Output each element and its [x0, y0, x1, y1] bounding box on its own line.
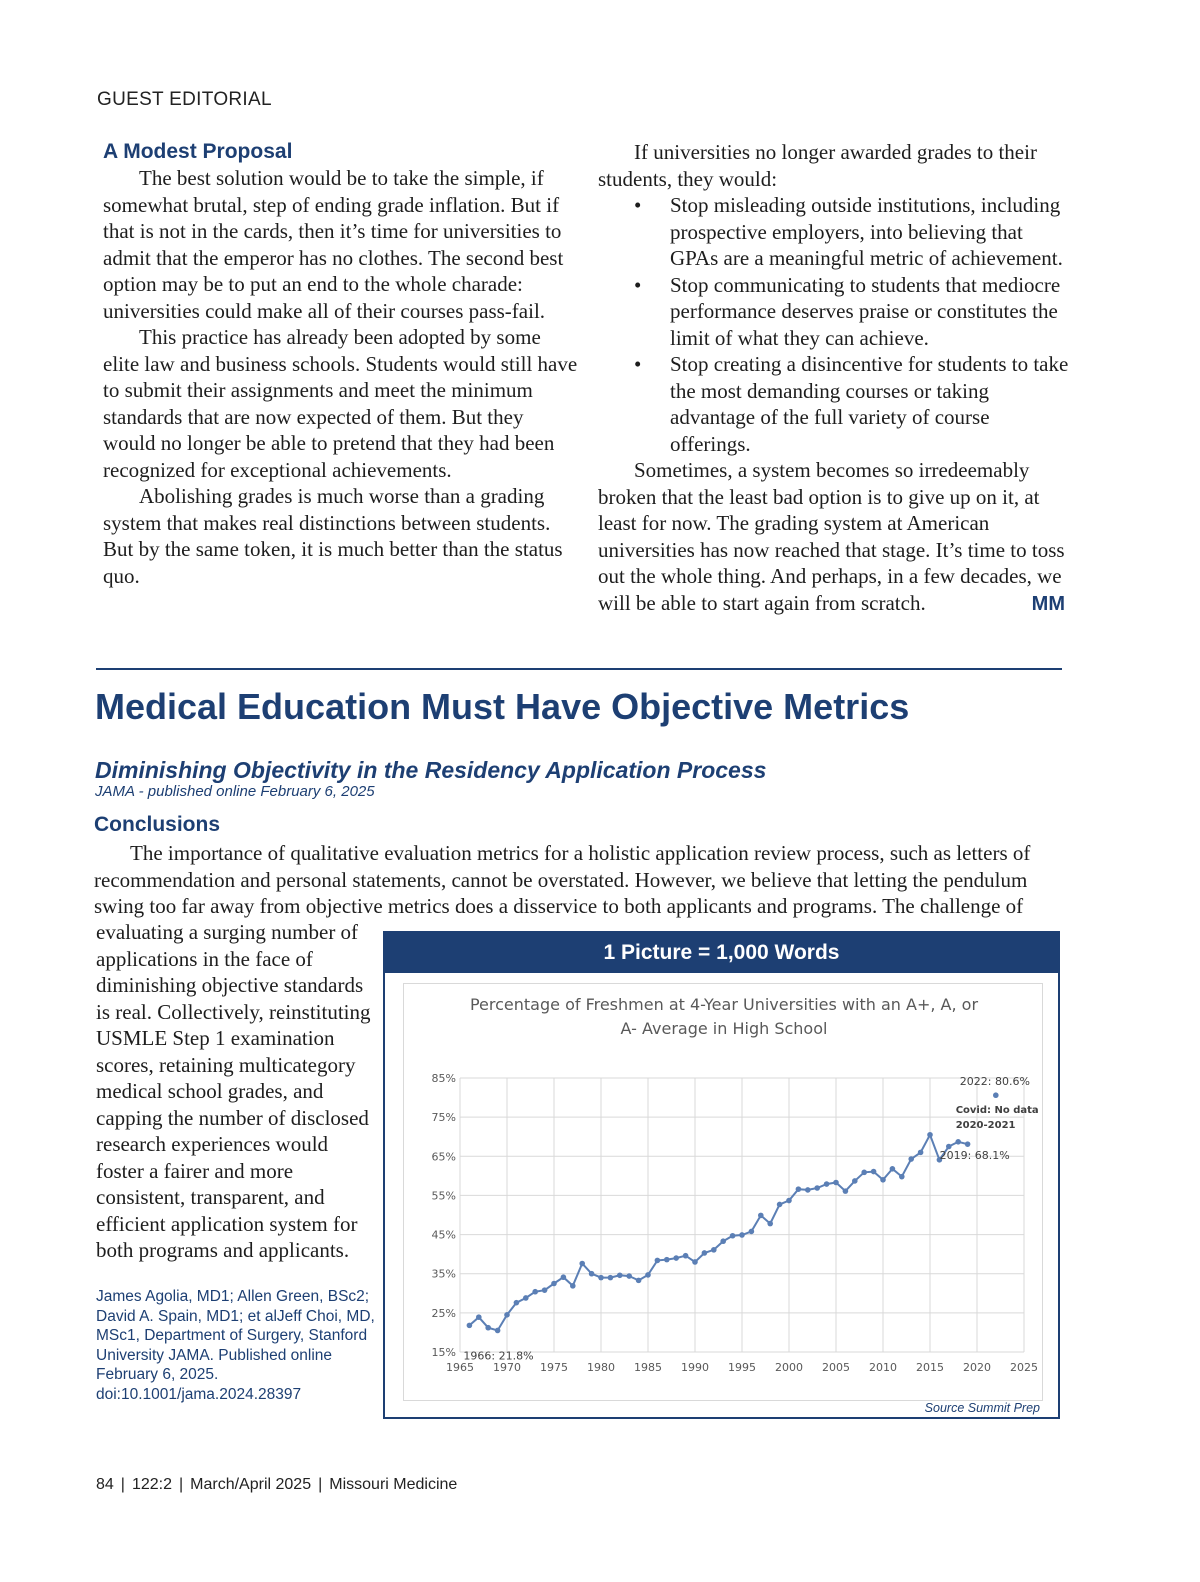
chart-grid — [460, 1078, 1024, 1352]
footer-separator: | — [179, 1476, 184, 1493]
x-tick-label: 1985 — [634, 1361, 662, 1374]
data-point — [852, 1178, 858, 1184]
issue-number: 122:2 — [131, 1476, 172, 1493]
annotation-label: 2019: 68.1% — [939, 1149, 1010, 1163]
list-item: • Stop creating a disincentive for students to take the most demanding courses or taking advantage of the full variety of course offerings. — [598, 351, 1073, 457]
article-subtitle: Diminishing Objectivity in the Residency Application Process — [95, 757, 767, 783]
data-point — [908, 1156, 914, 1162]
editorial-paragraph: This practice has already been adopted by some elite law and business schools. Students would still have to submit their assignments and meet the minimum standards that are now expected of them. But they would no longer be able to pretend that they had been recognized for exceptional achievements. — [103, 325, 578, 482]
data-point — [617, 1272, 623, 1278]
data-point — [504, 1312, 510, 1318]
annotation-label: 2020-2021 — [955, 1120, 1016, 1132]
section-label: GUEST EDITORIAL — [97, 89, 272, 110]
chart-points — [467, 1092, 999, 1333]
chart-title-line: Percentage of Freshmen at 4-Year Universities with an A+, A, or — [469, 995, 979, 1014]
x-tick-label: 2005 — [822, 1361, 850, 1374]
data-point — [880, 1177, 886, 1183]
x-tick-label: 1975 — [540, 1361, 568, 1374]
editorial-paragraph: The best solution would be to take the simple, if somewhat brutal, step of ending grade inflation. But if that is not in the cards, then it’s time for universities to admit that the emperor has no clothes. The second best option may be to put an end to the whole charade: universities could make all of their courses pass-fail. — [103, 166, 564, 323]
data-point — [467, 1323, 473, 1329]
editorial-right-column — [598, 139, 1073, 616]
annotation-label: Covid: No data — [955, 1105, 1039, 1117]
data-point — [636, 1278, 642, 1284]
chart-annotations — [463, 1075, 1038, 1362]
x-tick-label: 1965 — [446, 1361, 474, 1374]
chart-title-line: A- Average in High School — [620, 1019, 828, 1038]
section-divider — [96, 668, 1062, 670]
editorial-intro: If universities no longer awarded grades to their students, they would: — [598, 140, 1037, 191]
data-point — [918, 1150, 924, 1156]
list-item: • Stop communicating to students that mediocre performance deserves praise or constitutes the limit of what they can achieve. — [598, 272, 1073, 352]
data-point — [805, 1187, 811, 1193]
data-point — [551, 1281, 557, 1287]
data-point — [767, 1221, 773, 1227]
y-tick-label: 45% — [431, 1228, 456, 1242]
data-point — [645, 1272, 651, 1278]
x-tick-label: 2000 — [775, 1361, 803, 1374]
page-number: 84 — [96, 1476, 114, 1493]
data-point — [495, 1328, 501, 1334]
data-point — [899, 1174, 905, 1180]
data-point — [570, 1283, 576, 1289]
data-point — [993, 1092, 999, 1098]
x-tick-label: 2025 — [1010, 1361, 1038, 1374]
y-tick-label: 65% — [431, 1150, 456, 1164]
x-tick-label: 1970 — [493, 1361, 521, 1374]
annotation-label: 1966: 21.8% — [463, 1349, 534, 1363]
issue-date: March/April 2025 — [190, 1476, 312, 1493]
x-tick-label: 1995 — [728, 1361, 756, 1374]
data-point — [777, 1202, 783, 1208]
chart-frame — [403, 983, 1043, 1401]
data-point — [673, 1255, 679, 1261]
data-point — [833, 1180, 839, 1186]
data-point — [523, 1295, 529, 1301]
data-point — [692, 1259, 698, 1265]
data-point — [730, 1233, 736, 1239]
y-tick-label: 15% — [431, 1346, 456, 1359]
chart-banner: 1 Picture = 1,000 Words — [385, 933, 1058, 973]
footer-separator: | — [120, 1476, 125, 1493]
data-point — [532, 1289, 538, 1295]
chart-box — [383, 931, 1060, 1419]
data-point — [702, 1250, 708, 1256]
editorial-paragraph: Abolishing grades is much worse than a grading system that makes real distinctions between students. But by the same token, it is much better than the status quo. — [103, 484, 563, 588]
list-item: • Stop misleading outside institutions, including prospective employers, into believing that GPAs are a meaningful metric of achievement. — [598, 192, 1073, 272]
chart-title — [470, 995, 978, 1038]
x-tick-label: 1990 — [681, 1361, 709, 1374]
series-line — [469, 1135, 967, 1331]
data-point — [655, 1258, 661, 1264]
data-point — [579, 1261, 585, 1267]
data-point — [485, 1325, 491, 1331]
data-point — [514, 1300, 520, 1306]
y-tick-label: 55% — [431, 1189, 456, 1203]
editorial-left-column — [103, 139, 581, 589]
data-point — [965, 1141, 971, 1147]
data-point — [476, 1314, 482, 1320]
data-point — [955, 1139, 961, 1145]
data-point — [608, 1275, 614, 1281]
data-point — [589, 1271, 595, 1277]
page-footer — [96, 1476, 457, 1494]
data-point — [749, 1229, 755, 1235]
conclusions-paragraph: The importance of qualitative evaluation metrics for a holistic application review process, such as letters of recommendation and personal statements, cannot be overstated. However, we believe that letting the pendulum swing too far away from objective metrics does a disservice to both applicants and programs. The challenge of — [94, 841, 1031, 918]
chart-source: Source Summit Prep — [924, 1401, 1040, 1415]
editorial-bullet-list — [598, 192, 1073, 457]
y-tick-label: 35% — [431, 1267, 456, 1281]
conclusions-paragraph-continued: evaluating a surging number of applications in the face of diminishing objective standards is real. Collectively, reinstituting USMLE Step 1 examination scores, retaining multicategory medical school grades, and capping the number of disclosed research experiences would foster a fairer and more consistent, transparent, and efficient application system for both programs and applicants. — [96, 920, 371, 1262]
data-point — [890, 1166, 896, 1172]
journal-name: Missouri Medicine — [329, 1476, 458, 1493]
data-point — [542, 1287, 548, 1293]
data-point — [720, 1238, 726, 1244]
x-tick-label: 2015 — [916, 1361, 944, 1374]
data-point — [861, 1170, 867, 1176]
data-point — [664, 1257, 670, 1263]
data-point — [796, 1186, 802, 1192]
y-tick-label: 75% — [431, 1111, 456, 1125]
x-tick-label: 2010 — [869, 1361, 897, 1374]
data-point — [626, 1273, 632, 1279]
data-point — [683, 1253, 689, 1259]
article-source: JAMA - published online February 6, 2025 — [95, 783, 375, 800]
article-title: Medical Education Must Have Objective Metrics — [95, 686, 910, 727]
data-point — [711, 1247, 717, 1253]
editorial-heading: A Modest Proposal — [103, 140, 293, 163]
data-point — [814, 1185, 820, 1191]
line-chart — [404, 984, 1044, 1402]
chart-series — [469, 1135, 967, 1331]
data-point — [758, 1213, 764, 1219]
x-tick-label: 1980 — [587, 1361, 615, 1374]
annotation-label: 2022: 80.6% — [959, 1075, 1030, 1089]
x-tick-label: 2020 — [963, 1361, 991, 1374]
data-point — [843, 1188, 849, 1194]
data-point — [824, 1181, 830, 1187]
footer-separator: | — [318, 1476, 323, 1493]
y-tick-label: 25% — [431, 1306, 456, 1320]
data-point — [786, 1198, 792, 1204]
conclusions-heading: Conclusions — [94, 813, 221, 836]
editorial-closing: Sometimes, a system becomes so irredeemably broken that the least bad option is to give up on it, at least for now. The grading system at American universities has now reached that stage. It’s time to toss out the whole thing. And perhaps, in a few decades, we will be able to start again from scratch. — [598, 458, 1065, 615]
data-point — [561, 1274, 567, 1280]
y-tick-label: 85% — [431, 1072, 456, 1085]
author-citation: James Agolia, MD1; Allen Green, BSc2; David A. Spain, MD1; et alJeff Choi, MD, MSc1, Department of Surgery, Stanford University JAMA. Published online February 6, 2025. doi:10.1001/jama.2024.28397 — [96, 1288, 375, 1403]
data-point — [927, 1132, 933, 1138]
author-signature: MM — [1031, 592, 1065, 615]
data-point — [598, 1275, 604, 1281]
data-point — [871, 1169, 877, 1175]
data-point — [739, 1232, 745, 1238]
